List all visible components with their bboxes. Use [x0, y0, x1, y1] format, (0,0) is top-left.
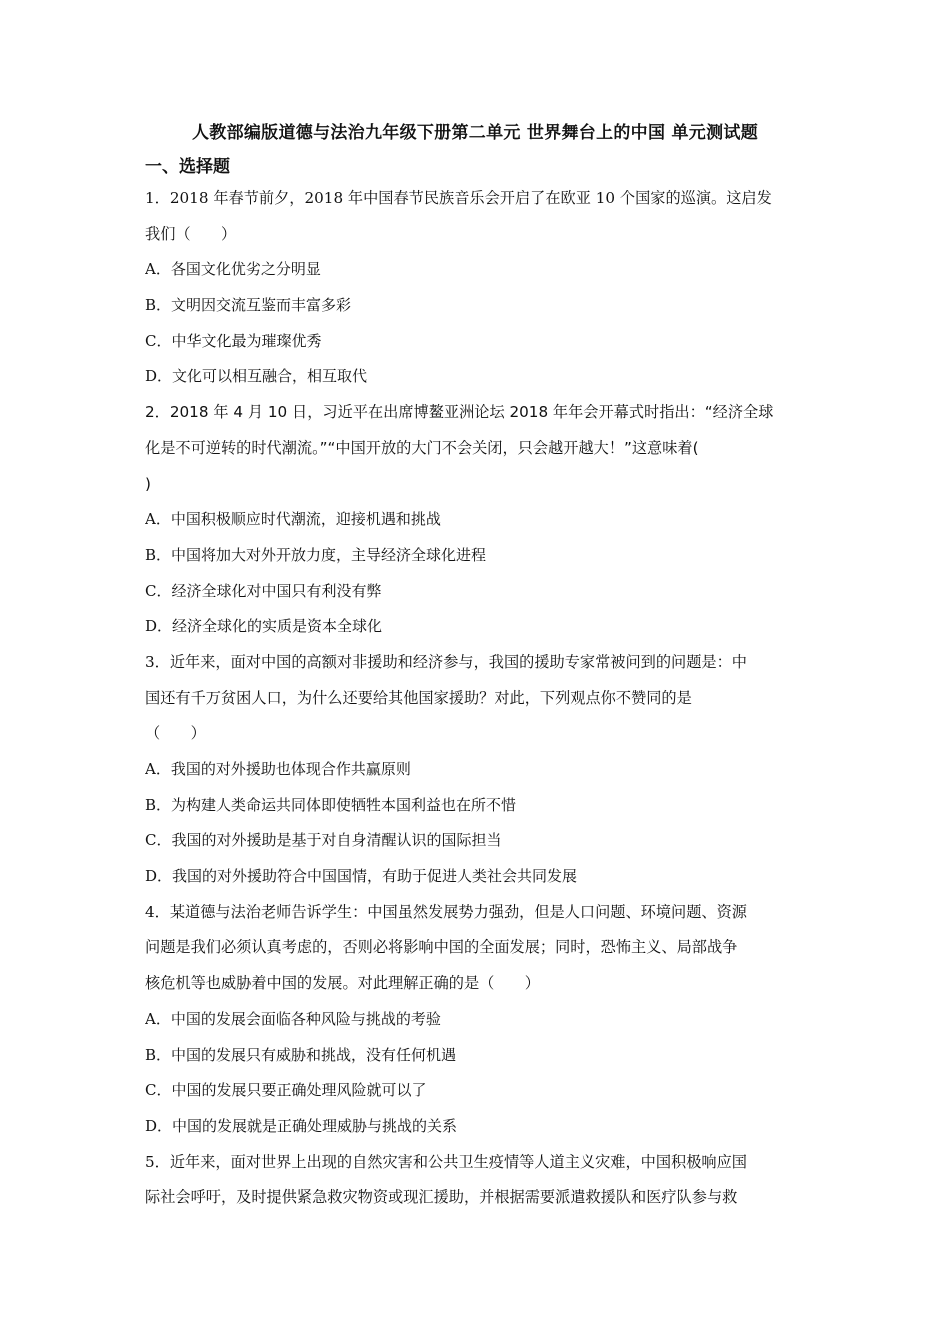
- question-4-option-b: B．中国的发展只有威胁和挑战，没有任何机遇: [145, 1045, 457, 1064]
- question-3-option-a: A．我国的对外援助也体现合作共赢原则: [145, 760, 411, 778]
- question-2-line-1: 2．2018 年 4 月 10 日，习近平在出席博鳌亚洲论坛 2018 年年会开幕式时指出：“经济全球: [145, 403, 774, 422]
- question-2-option-b: B．中国将加大对外开放力度，主导经济全球化进程: [145, 545, 487, 564]
- question-3-line-3: （ ）: [145, 724, 206, 743]
- question-1-line-1: 1．2018 年春节前夕，2018 年中国春节民族音乐会开启了在欧亚 10 个国家的巡演。这启发: [145, 189, 772, 207]
- question-5-line-1: 5．近年来，面对世界上出现的自然灾害和公共卫生疫情等人道主义灾难，中国积极响应国: [145, 1152, 747, 1171]
- question-2-line-3: ): [145, 474, 151, 493]
- question-1-option-a: A．各国文化优劣之分明显: [145, 260, 321, 279]
- question-2-option-c: C．经济全球化对中国只有利没有弊: [145, 581, 382, 600]
- question-4-line-2: 问题是我们必须认真考虑的，否则必将影响中国的全面发展；同时，恐怖主义、局部战争: [145, 938, 738, 957]
- question-1-option-b: B．文明因交流互鉴而丰富多彩: [145, 296, 352, 315]
- page-title: 人教部编版道德与法治九年级下册第二单元 世界舞台上的中国 单元测试题: [191, 123, 759, 143]
- question-3-option-b: B．为构建人类命运共同体即使牺牲本国利益也在所不惜: [145, 795, 517, 814]
- question-1-line-2: 我们（ ）: [145, 224, 237, 243]
- question-4-option-c: C．中国的发展只要正确处理风险就可以了: [145, 1081, 427, 1100]
- section-heading: 一、选择题: [145, 157, 230, 177]
- question-3-line-1: 3．近年来，面对中国的高额对非援助和经济参与，我国的援助专家常被问到的问题是：中: [145, 652, 747, 671]
- question-1-option-d: D．文化可以相互融合，相互取代: [145, 367, 368, 386]
- question-list: [145, 184, 810, 1219]
- question-4-option-a: A．中国的发展会面临各种风险与挑战的考验: [145, 1009, 441, 1028]
- question-2-line-2: 化是不可逆转的时代潮流。”“中国开放的大门不会关闭，只会越开越大！”这意味着(: [145, 438, 699, 457]
- question-4-line-3: 核危机等也威胁着中国的发展。对此理解正确的是（ ）: [145, 974, 540, 993]
- question-4-option-d: D．中国的发展就是正确处理威胁与挑战的关系: [145, 1116, 458, 1135]
- question-3-option-c: C．我国的对外援助是基于对自身清醒认识的国际担当: [145, 831, 502, 850]
- question-5-line-2: 际社会呼吁，及时提供紧急救灾物资或现汇援助，并根据需要派遣救援队和医疗队参与救: [145, 1188, 738, 1207]
- question-2-option-a: A．中国积极顺应时代潮流，迎接机遇和挑战: [145, 510, 441, 529]
- question-1-option-c: C．中华文化最为璀璨优秀: [145, 331, 322, 350]
- question-2-option-d: D．经济全球化的实质是资本全球化: [145, 617, 383, 636]
- question-3-option-d: D．我国的对外援助符合中国国情，有助于促进人类社会共同发展: [145, 867, 578, 886]
- question-3-line-2: 国还有千万贫困人口，为什么还要给其他国家援助？对此，下列观点你不赞同的是: [145, 688, 692, 707]
- question-4-line-1: 4．某道德与法治老师告诉学生：中国虽然发展势力强劲，但是人口问题、环境问题、资源: [145, 902, 747, 921]
